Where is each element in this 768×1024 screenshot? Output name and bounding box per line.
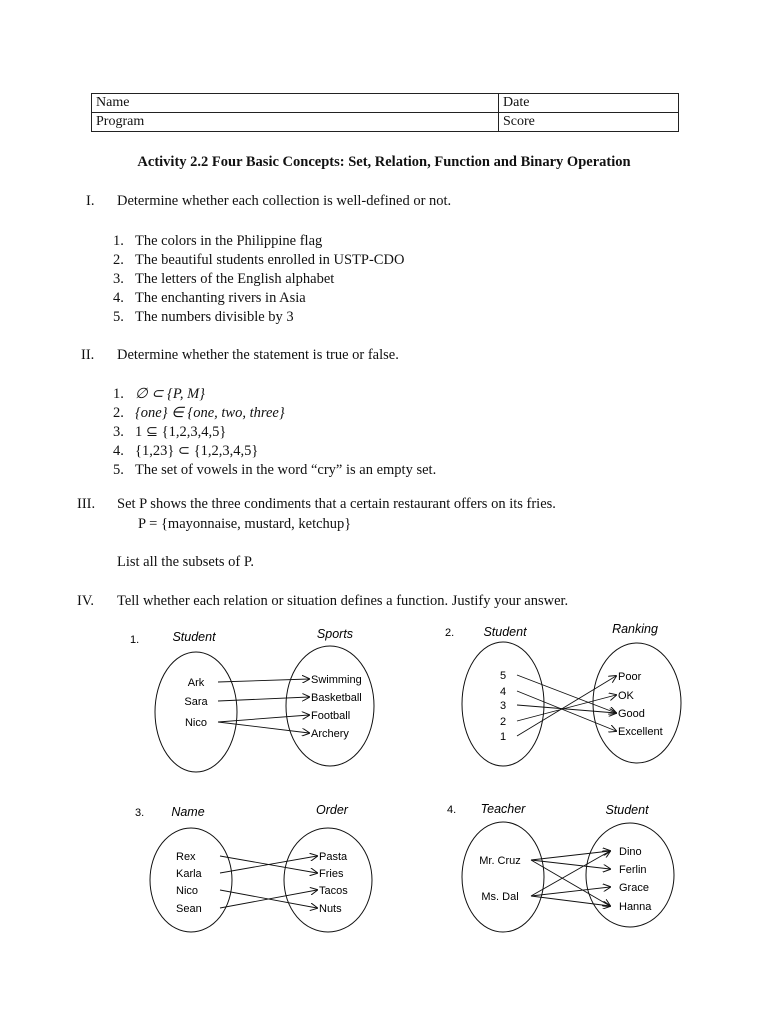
range-oval	[286, 646, 374, 766]
range-element: Football	[311, 710, 351, 722]
domain-element: Karla	[176, 868, 202, 880]
range-element: Fries	[319, 868, 344, 880]
range-element: Tacos	[319, 885, 348, 897]
domain-oval	[462, 822, 544, 932]
diagram-number: 2.	[445, 627, 455, 639]
domain-element: 1	[499, 731, 507, 743]
list-item: 5. The numbers divisible by 3	[113, 309, 294, 325]
mapping-arrow	[517, 691, 616, 731]
domain-element: Ms. Dal	[481, 891, 519, 903]
list-item: 5. The set of vowels in the word “cry” is an empty set.	[113, 462, 437, 478]
name-cell: Name	[92, 94, 499, 113]
range-element: Good	[618, 708, 645, 720]
date-cell: Date	[499, 94, 679, 113]
range-element: Archery	[311, 728, 349, 740]
diagram-number: 3.	[135, 807, 145, 819]
relation-diagram-2	[445, 622, 681, 766]
list-item: 1. The colors in the Philippine flag	[113, 233, 323, 249]
list-item: 3. 1 ⊆ {1,2,3,4,5}	[113, 424, 227, 440]
section-1-instruction: Determine whether each collection is well-defined or not.	[117, 193, 452, 209]
range-element: Ferlin	[619, 864, 647, 876]
list-item: 3. The letters of the English alphabet	[113, 271, 335, 287]
range-title: Ranking	[612, 622, 658, 636]
domain-oval	[150, 828, 232, 932]
relation-diagram-4	[447, 802, 674, 932]
domain-element: 4	[499, 686, 507, 698]
range-title: Sports	[316, 627, 354, 641]
list-item: 4. {1,23} ⊂ {1,2,3,4,5}	[113, 443, 259, 459]
domain-element: Ark	[187, 677, 205, 689]
mapping-arrow	[531, 851, 610, 860]
domain-element: Mr. Cruz	[479, 855, 521, 867]
range-element: Poor	[618, 671, 642, 683]
range-element: OK	[618, 690, 634, 702]
section-4-number: IV.	[77, 593, 95, 609]
list-item: 1. ∅ ⊂ {P, M}	[113, 386, 205, 402]
section-3-instruction: Set P shows the three condiments that a certain restaurant offers on its fries.	[117, 496, 556, 512]
domain-element: Nico	[176, 885, 199, 897]
domain-title: Name	[171, 805, 205, 819]
mapping-arrow	[517, 675, 616, 713]
mapping-arrow	[218, 697, 309, 701]
list-item: 2. The beautiful students enrolled in USTP-CDO	[113, 252, 405, 268]
diagram-number: 1.	[130, 634, 140, 646]
diagram-number: 4.	[447, 804, 457, 816]
section-2-instruction: Determine whether the statement is true or false.	[117, 347, 399, 363]
mapping-arrow	[218, 679, 309, 682]
domain-element: Nico	[184, 717, 208, 729]
mapping-arrow	[218, 722, 309, 733]
mapping-arrow	[531, 860, 610, 906]
list-item: 2. {one} ∈ {one, two, three}	[113, 405, 285, 421]
domain-element: Sean	[176, 903, 202, 915]
mapping-arrow	[531, 896, 610, 906]
range-title: Order	[316, 803, 348, 817]
activity-title: Activity 2.2 Four Basic Concepts: Set, Relation, Function and Binary Operation	[137, 154, 631, 170]
domain-title: Teacher	[480, 802, 526, 816]
domain-title: Student	[172, 630, 216, 644]
range-element: Swimming	[311, 674, 362, 686]
range-element: Excellent	[618, 726, 663, 738]
relation-diagram-3	[135, 803, 372, 932]
relation-diagram-1	[130, 627, 374, 772]
range-element: Basketball	[311, 692, 362, 704]
mapping-arrow	[531, 851, 610, 896]
domain-element: 3	[499, 700, 507, 712]
score-cell: Score	[499, 113, 679, 132]
mapping-arrow	[517, 695, 616, 721]
range-element: Dino	[619, 846, 642, 858]
mapping-arrow	[218, 715, 309, 722]
range-element: Hanna	[619, 901, 652, 913]
range-element: Nuts	[319, 903, 342, 915]
domain-element: Sara	[184, 696, 208, 708]
range-element: Grace	[619, 882, 649, 894]
domain-element: 5	[499, 670, 507, 682]
section-3-number: III.	[77, 496, 96, 512]
domain-element: Rex	[176, 851, 196, 863]
section-4-instruction: Tell whether each relation or situation defines a function. Justify your answer.	[117, 593, 569, 609]
range-element: Pasta	[319, 851, 348, 863]
section-2-number: II.	[81, 347, 95, 363]
range-oval	[284, 828, 372, 932]
program-cell: Program	[92, 113, 499, 132]
domain-title: Student	[483, 625, 527, 639]
list-item: 4. The enchanting rivers in Asia	[113, 290, 306, 306]
section-1-number: I.	[86, 193, 95, 209]
range-title: Student	[605, 803, 649, 817]
domain-oval	[155, 652, 237, 772]
section-3-task: List all the subsets of P.	[117, 554, 254, 570]
domain-element: 2	[499, 716, 507, 728]
set-p-definition: P = {mayonnaise, mustard, ketchup}	[138, 516, 352, 532]
range-oval	[593, 643, 681, 763]
